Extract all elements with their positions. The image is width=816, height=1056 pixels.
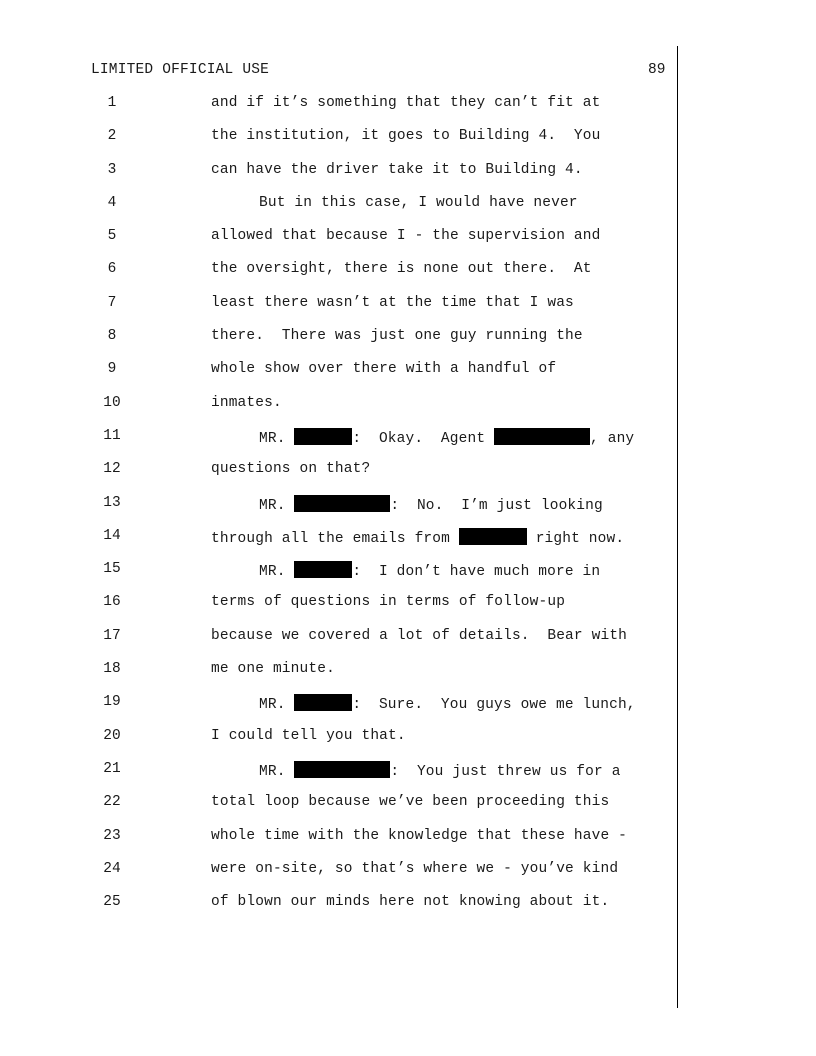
text-segment: the oversight, there is none out there. At [211, 261, 592, 278]
text-segment: because we covered a lot of details. Bear with [211, 627, 628, 644]
text-segment: MR. [259, 564, 295, 581]
line-text [211, 395, 282, 411]
redaction-box [294, 561, 352, 578]
transcript-line [0, 495, 680, 528]
line-text [259, 694, 636, 713]
text-segment: : You just threw us for a [390, 763, 621, 780]
line-text [211, 594, 565, 610]
transcript-line [0, 295, 680, 328]
line-text [259, 761, 621, 780]
line-number: 1 [107, 95, 117, 111]
line-text [259, 195, 578, 211]
transcript-line [0, 195, 680, 228]
line-text [211, 728, 406, 744]
line-number: 4 [107, 194, 117, 211]
line-number: 2 [107, 128, 117, 145]
line-number: 6 [107, 261, 117, 278]
transcript-line [0, 95, 680, 128]
line-number: 20 [103, 727, 121, 744]
line-number: 18 [103, 661, 121, 678]
text-segment: whole show over there with a handful of [211, 361, 557, 378]
line-number: 8 [107, 328, 117, 345]
line-text [211, 95, 600, 111]
text-segment: through all the emails from [211, 530, 459, 547]
line-number: 16 [103, 594, 121, 611]
classification-header: LIMITED OFFICIAL USE [91, 62, 270, 78]
line-number: 24 [103, 860, 121, 877]
line-number: 22 [103, 794, 121, 811]
transcript-line [0, 128, 680, 161]
line-text [211, 828, 627, 844]
line-text [211, 228, 600, 244]
transcript-line [0, 328, 680, 361]
text-segment: MR. [259, 697, 295, 714]
transcript-line [0, 861, 680, 894]
line-text [211, 261, 592, 277]
line-text [259, 495, 603, 514]
text-segment: MR. [259, 497, 295, 514]
redaction-box [459, 528, 527, 545]
redaction-box [294, 495, 390, 512]
text-segment: of blown our minds here not knowing about it. [211, 894, 610, 911]
text-segment: total loop because we’ve been proceeding this [211, 794, 610, 811]
line-text [211, 528, 624, 547]
redaction-box [294, 761, 390, 778]
line-text [211, 162, 583, 178]
line-text [211, 328, 583, 344]
line-text [259, 561, 600, 580]
text-segment: I could tell you that. [211, 727, 406, 744]
line-number: 21 [103, 760, 121, 777]
line-number: 23 [103, 827, 121, 844]
text-segment: inmates. [211, 394, 282, 411]
transcript-line [0, 261, 680, 294]
line-number: 7 [107, 294, 117, 311]
text-segment: : Sure. You guys owe me lunch, [352, 697, 636, 714]
text-segment: : No. I’m just looking [390, 497, 603, 514]
line-number: 12 [103, 461, 121, 478]
transcript-line [0, 395, 680, 428]
transcript-line [0, 628, 680, 661]
line-text [211, 295, 574, 311]
line-text [211, 894, 609, 910]
text-segment: MR. [259, 763, 295, 780]
line-text [211, 628, 627, 644]
text-segment: can have the driver take it to Building 4. [211, 161, 583, 178]
text-segment: right now. [526, 530, 625, 547]
line-text [211, 361, 556, 377]
text-segment: But in this case, I would have never [259, 194, 578, 211]
text-segment: there. There was just one guy running the [211, 328, 583, 345]
transcript-line [0, 794, 680, 827]
text-segment: least there wasn’t at the time that I was [211, 294, 574, 311]
line-number: 3 [107, 161, 117, 178]
text-segment: : Okay. Agent [352, 430, 495, 447]
line-text [211, 861, 618, 877]
page-number: 89 [648, 62, 666, 78]
text-segment: allowed that because I - the supervision and [211, 228, 601, 245]
transcript-line [0, 728, 680, 761]
line-number: 11 [103, 427, 121, 444]
transcript-line [0, 228, 680, 261]
line-number: 9 [107, 361, 117, 378]
line-number: 13 [103, 494, 121, 511]
line-text [211, 794, 609, 810]
line-number: 10 [103, 394, 121, 411]
text-segment: questions on that? [211, 461, 371, 478]
text-segment: me one minute. [211, 661, 335, 678]
text-segment: MR. [259, 430, 295, 447]
transcript-line [0, 528, 680, 561]
redaction-box [494, 428, 590, 445]
transcript-line [0, 828, 680, 861]
transcript-lines [0, 95, 680, 927]
text-segment: : I don’t have much more in [352, 564, 601, 581]
transcript-line [0, 561, 680, 594]
line-number: 25 [103, 894, 121, 911]
line-text [211, 661, 335, 677]
transcript-line [0, 661, 680, 694]
line-text [259, 428, 634, 447]
line-number: 15 [103, 561, 121, 578]
transcript-line [0, 694, 680, 727]
transcript-line [0, 162, 680, 195]
line-number: 17 [103, 627, 121, 644]
redaction-box [294, 428, 352, 445]
text-segment: and if it’s something that they can’t fit at [211, 95, 601, 111]
text-segment: terms of questions in terms of follow-up [211, 594, 566, 611]
line-number: 14 [103, 527, 121, 544]
transcript-line [0, 894, 680, 927]
transcript-line [0, 461, 680, 494]
transcript-line [0, 428, 680, 461]
transcript-line [0, 761, 680, 794]
text-segment: were on-site, so that’s where we - you’ve kind [211, 860, 619, 877]
line-number: 5 [107, 228, 117, 245]
transcript-line [0, 594, 680, 627]
text-segment: , any [590, 430, 635, 447]
transcript-line [0, 361, 680, 394]
line-text [211, 461, 370, 477]
text-segment: the institution, it goes to Building 4. You [211, 128, 601, 145]
line-number: 19 [103, 694, 121, 711]
redaction-box [294, 694, 352, 711]
line-text [211, 128, 600, 144]
text-segment: whole time with the knowledge that these have - [211, 827, 628, 844]
